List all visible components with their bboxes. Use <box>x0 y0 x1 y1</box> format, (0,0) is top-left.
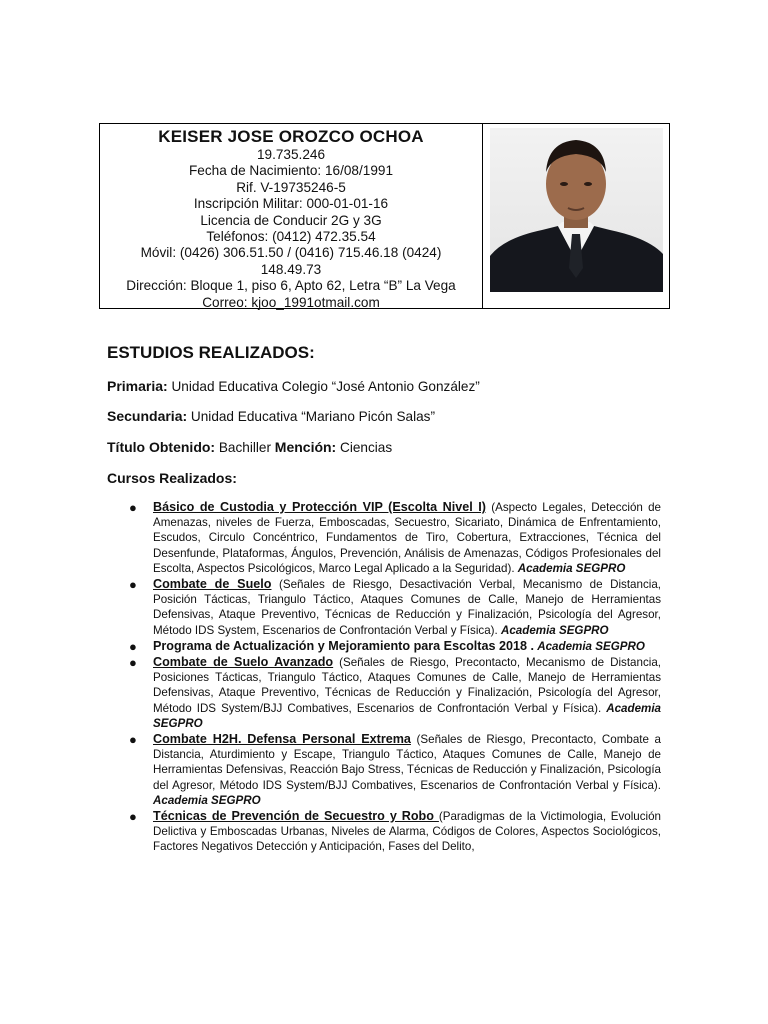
bullet-icon: ● <box>129 732 137 748</box>
degree-label: Título Obtenido: <box>107 439 216 455</box>
courses-label: Cursos Realizados: <box>107 470 237 486</box>
primary-school <box>107 378 480 394</box>
course-academy: Academia SEGPRO <box>537 639 645 653</box>
course-detail: (Paradigmas de la Victimologia, Evolución Delictiva y Emboscadas Urbanas, Niveles de Alarma, Códigos de Colores, Aspectos Sociológicos, Factores Negativos Detección y Anticipación, Fases del Delito, <box>153 810 661 854</box>
course-detail: (Señales de Riesgo, Desactivación Verbal, Mecanismo de Distancia, Posición Tácticas, Triangulo Táctico, Ataques Comunes de Calle, Manejo de Herramientas Defensivas, Ataque Preventivo, Técnicas de Reducción y Finalización, Psicología del Agresor, Método IDS System, Escenarios de Confrontación Verbal y Física). <box>153 578 661 637</box>
courses-list <box>127 500 661 856</box>
photo-cell <box>483 124 669 308</box>
id-number: 19.735.246 <box>256 147 326 162</box>
candidate-name: KEISER JOSE OROZCO OCHOA <box>158 127 424 146</box>
secondary-value: Unidad Educativa “Mariano Picón Salas” <box>187 409 435 424</box>
email: Correo: kjoo_1991otmail.com <box>202 294 380 310</box>
course-detail: (Señales de Riesgo, Precontacto, Mecanismo de Distancia, Posiciones Tácticas, Triangulo Táctico, Ataques Comunes de Calle, Manejo de Herramientas Defensivas, Ataque Preventivo, Técnicas de Reducción y Finalización, Psicología del Agresor, Método IDS System/BJJ Combatives, Escenarios de Confrontación Verbal y Física). <box>153 656 661 715</box>
bullet-icon: ● <box>129 638 137 654</box>
course-academy: Academia SEGPRO <box>153 793 261 807</box>
course-detail: (Señales de Riesgo, Precontacto, Combate a Distancia, Aturdimiento y Escape, Triangulo Táctico, Ataques Comunes de Calle, Manejo de Herramientas Defensivas, Reacción Bajo Stress, Técnicas de Reducción y Finalización, Psicología del Agresor, Método IDS System/BJJ Combatives, Escenarios de Confrontación Verbal y Física). <box>153 733 662 792</box>
phone: Teléfonos: (0412) 472.35.54 <box>206 229 376 245</box>
degree <box>107 439 392 455</box>
mobile-continued: 148.49.73 <box>260 261 322 277</box>
bullet-icon: ● <box>129 500 137 515</box>
course-academy: Academia SEGPRO <box>517 561 626 575</box>
list-item <box>127 809 661 855</box>
rif-number: Rif. V-19735246-5 <box>236 179 346 195</box>
course-academy: Academia SEGPRO <box>153 701 661 730</box>
degree-value: Bachiller <box>215 440 275 455</box>
studies-title: ESTUDIOS REALIZADOS: <box>107 343 315 362</box>
courses-heading <box>107 470 237 486</box>
mention-value: Ciencias <box>336 440 393 455</box>
list-item <box>127 655 661 731</box>
primary-label: Primaria: <box>107 378 168 394</box>
military-registration: Inscripción Militar: 000-01-01-16 <box>193 196 389 212</box>
course-title: Combate de Suelo <box>153 577 272 592</box>
profile-photo <box>490 128 663 292</box>
course-title: Básico de Custodia y Protección VIP (Escolta Nivel I) <box>153 500 486 514</box>
course-title: Técnicas de Prevención de Secuestro y Robo <box>153 809 439 824</box>
personal-info-cell <box>100 124 483 308</box>
drivers-license: Licencia de Conducir 2G y 3G <box>200 212 382 228</box>
list-item <box>127 732 661 808</box>
course-detail: (Aspecto Legales, Detección de Amenazas, niveles de Fuerza, Emboscadas, Secuestro, Sicariato, Dinámica de Enfrentamiento, Escudos, Circulo Concéntrico, Fundamentos de Tiro, Cobertura, Extracciones, Técnica del Desenfunde, Plataformas, Ángulos, Prevención, Análisis de Amenazas, Códigos Profesionales del Escolta, Aspectos Psicológicos, Marco Legal Aplicado a la Seguridad). <box>153 501 661 575</box>
list-item <box>127 500 661 576</box>
birth-date: Fecha de Nacimiento: 16/08/1991 <box>188 163 394 179</box>
bullet-icon: ● <box>129 655 137 671</box>
bullet-icon: ● <box>129 577 137 593</box>
course-title: Combate de Suelo Avanzado <box>153 655 334 670</box>
primary-value: Unidad Educativa Colegio “José Antonio González” <box>167 379 480 394</box>
secondary-school <box>107 408 435 424</box>
mention-label: Mención: <box>274 439 337 455</box>
address: Dirección: Bloque 1, piso 6, Apto 62, Letra “B” La Vega <box>126 278 456 294</box>
bullet-icon: ● <box>129 809 137 825</box>
header-table <box>99 123 670 309</box>
course-title: Programa de Actualización y Mejoramiento para Escoltas 2018 . <box>153 638 534 653</box>
list-item <box>127 577 661 638</box>
course-title: Combate H2H. Defensa Personal Extrema <box>153 732 411 747</box>
secondary-label: Secundaria: <box>107 408 188 424</box>
course-academy: Academia SEGPRO <box>500 623 609 637</box>
mobile: Móvil: (0426) 306.51.50 / (0416) 715.46.18 (0424) <box>140 245 442 261</box>
list-item <box>127 639 661 654</box>
